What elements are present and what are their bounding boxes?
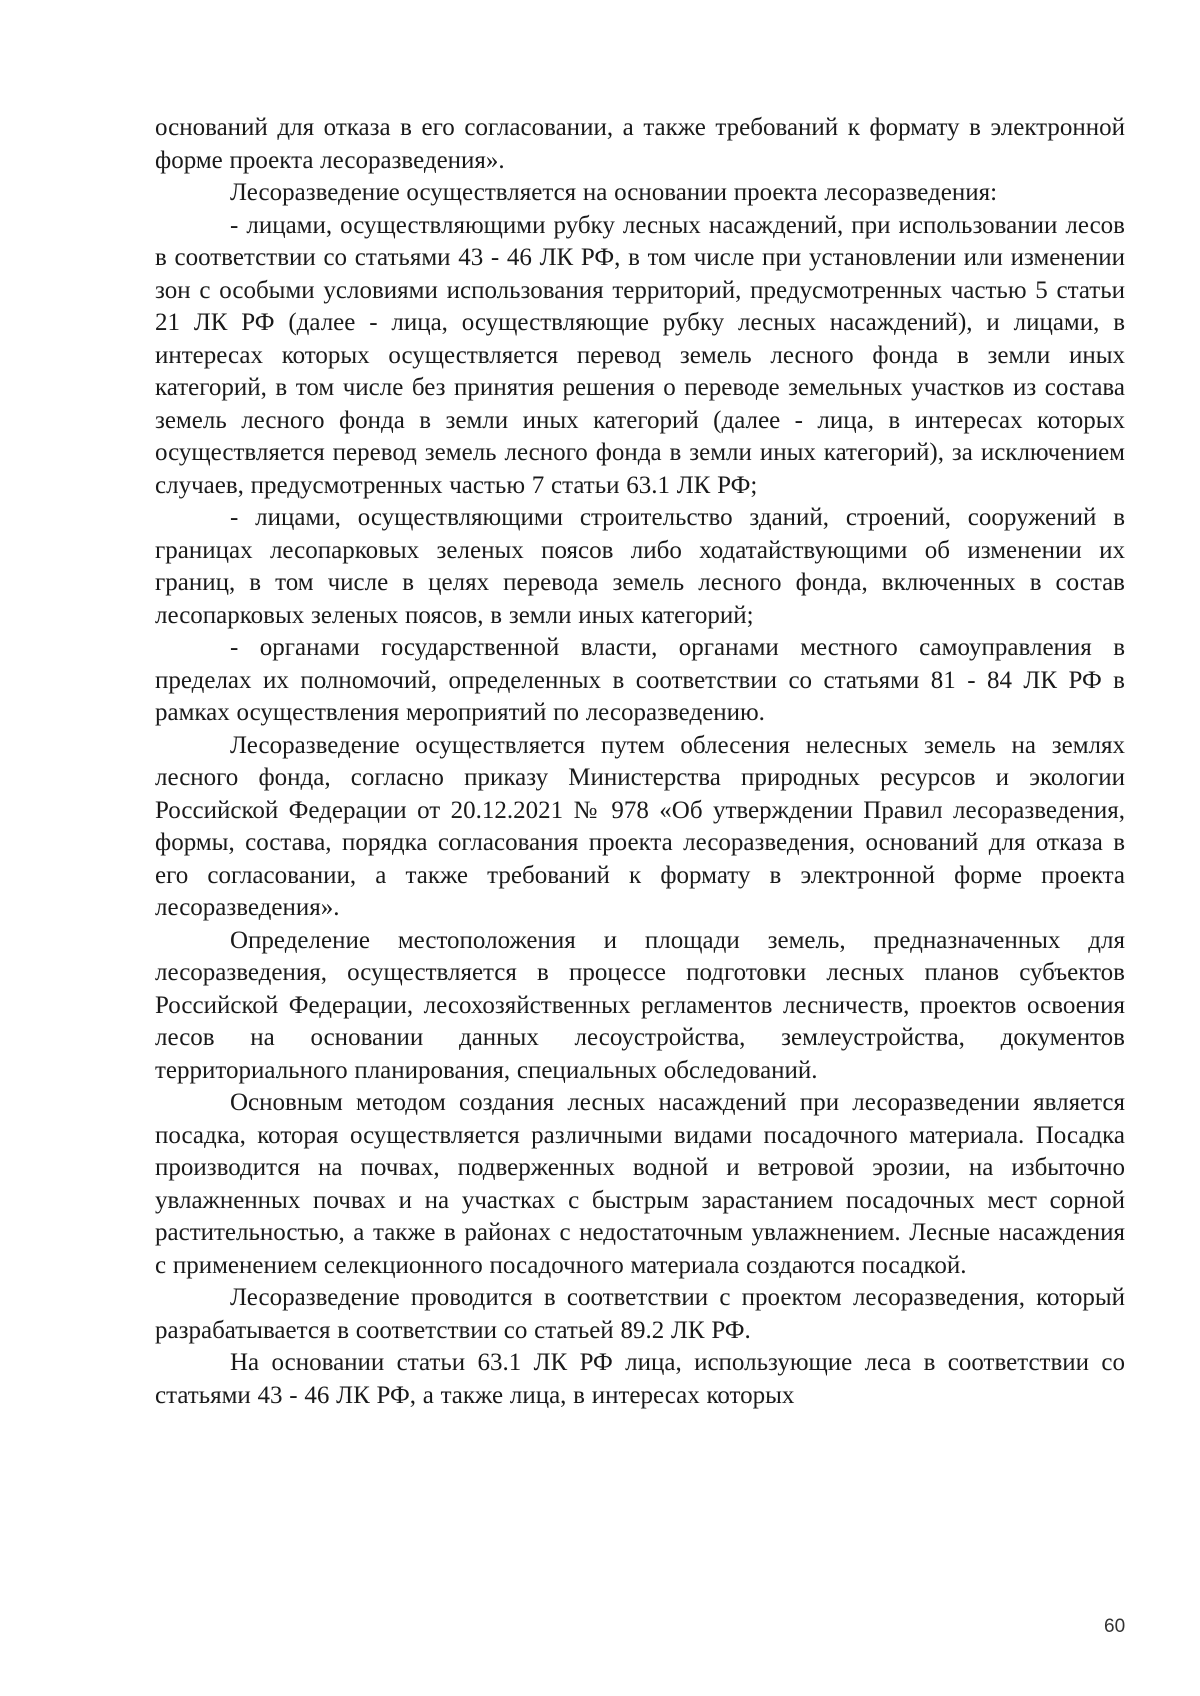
list-item-authorities: - органами государственной власти, органами местного самоуправления в пределах их полномочий, определенных в соответствии со статьями 81 - 84 ЛК РФ в рамках осуществления мероприятий по лесоразведению. <box>155 634 1125 726</box>
paragraph-project: Лесоразведение проводится в соответствии с проектом лесоразведения, который разрабатывается в соответствии со статьей 89.2 ЛК РФ. <box>155 1284 1125 1344</box>
list-item-construction: - лицами, осуществляющими строительство зданий, строений, сооружений в границах лесопарковых зеленых поясов либо ходатайствующими об изменении их границ, в том числе в целях перевода земель лесного фонда, включенных в состав лесопарковых зеленых поясов, в земли иных категорий; <box>155 504 1125 629</box>
paragraph-location-definition: Определение местоположения и площади земель, предназначенных для лесоразведения, осуществляется в процессе подготовки лесных планов субъектов Российской Федерации, лесохозяйственных регламентов лесничеств, проектов освоения лесов на основании данных лесоустройства, землеустройства, документов территориального планирования, специальных обследований. <box>155 926 1125 1084</box>
document-body <box>155 112 1125 1412</box>
list-item-logging: - лицами, осуществляющими рубку лесных насаждений, при использовании лесов в соответствии со статьями 43 - 46 ЛК РФ, в том числе при установлении или изменении зон с особыми условиями использования территорий, предусмотренных частью 5 статьи 21 ЛК РФ (далее - лица, осуществляющие рубку лесных насаждений), и лицами, в интересах которых осуществляется перевод земель лесного фонда в земли иных категорий, в том числе без принятия решения о переводе земельных участков из состава земель лесного фонда в земли иных категорий (далее - лица, в интересах которых осуществляется перевод земель лесного фонда в земли иных категорий), за исключением случаев, предусмотренных частью 7 статьи 63.1 ЛК РФ; <box>155 211 1125 499</box>
paragraph-afforestation-method: Лесоразведение осуществляется путем облесения нелесных земель на землях лесного фонда, согласно приказу Министерства природных ресурсов и экологии Российской Федерации от 20.12.2021 № 978 «Об утверждении Правил лесоразведения, формы, состава, порядка согласования проекта лесоразведения, оснований для отказа в его согласовании, а также требований к формату в электронной форме проекта лесоразведения». <box>155 731 1125 921</box>
paragraph-article-63: На основании статьи 63.1 ЛК РФ лица, использующие леса в соответствии со статьями 43 - 46 ЛК РФ, а также лица, в интересах которых <box>155 1349 1125 1409</box>
paragraph-continuation: оснований для отказа в его согласовании, а также требований к формату в электронной форме проекта лесоразведения». <box>155 114 1125 174</box>
paragraph-planting-method: Основным методом создания лесных насаждений при лесоразведении является посадка, которая осуществляется различными видами посадочного материала. Посадка производится на почвах, подверженных водной и ветровой эрозии, на избыточно увлажненных почвах и на участках с быстрым зарастанием посадочных мест сорной растительностью, а также в районах с недостаточным увлажнением. Лесные насаждения с применением селекционного посадочного материала создаются посадкой. <box>155 1089 1125 1279</box>
page-number: 60 <box>1104 1616 1126 1637</box>
paragraph-intro: Лесоразведение осуществляется на основании проекта лесоразведения: <box>230 179 998 206</box>
